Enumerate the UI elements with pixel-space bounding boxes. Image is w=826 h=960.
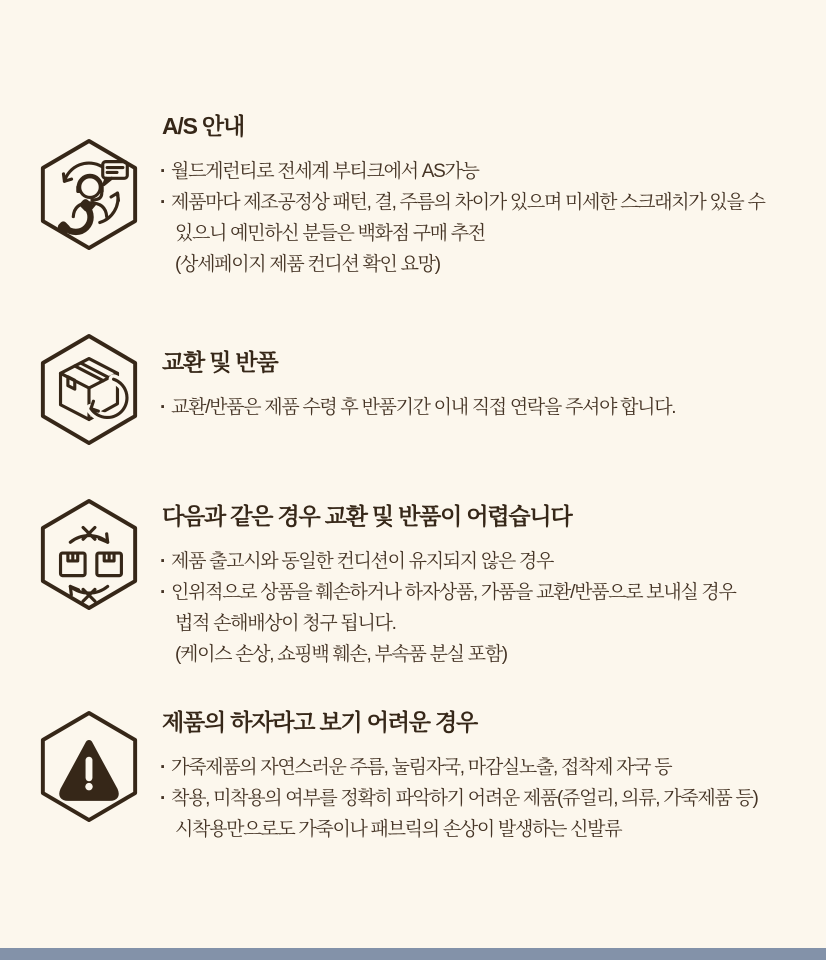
item-text: 월드게런티로 전세계 부티크에서 AS가능 <box>171 161 479 182</box>
list-item: · 인위적으로 상품을 훼손하거나 하자상품, 가품을 교환/반품으로 보내실 경우 법적 손해배상이 청구 됩니다. (케이스 손상, 쇼핑백 훼손, 부속품 분실 포함) <box>152 577 812 670</box>
no-exchange-boxes-icon <box>35 498 143 612</box>
item-text: 가죽제품의 자연스러운 주름, 눌림자국, 마감실노출, 접착제 자국 등 <box>171 757 672 778</box>
item-text: 착용, 미착용의 여부를 정확히 파악하기 어려운 제품(쥬얼리, 의류, 가죽제품 등) <box>171 788 758 809</box>
section-title: 교환 및 반품 <box>162 349 278 375</box>
list-item: · 월드게런티로 전세계 부티크에서 AS가능 <box>160 161 479 182</box>
list-item: · 제품 출고시와 동일한 컨디션이 유지되지 않은 경우 <box>160 551 554 572</box>
item-text: 시착용만으로도 가죽이나 패브릭의 손상이 발생하는 신발류 <box>175 819 622 840</box>
item-text: 제품 출고시와 동일한 컨디션이 유지되지 않은 경우 <box>171 551 554 572</box>
item-text: 법적 손해배상이 청구 됩니다. <box>175 613 396 634</box>
section-not-defect <box>152 706 812 845</box>
section-exchange-return <box>152 346 812 423</box>
section-as-guide <box>152 110 812 280</box>
section-exchange-difficult <box>152 500 812 670</box>
list-item: · 제품마다 제조공정상 패턴, 결, 주름의 차이가 있으며 미세한 스크래치가 있을 수 있으니 예민하신 분들은 백화점 구매 추전 (상세페이지 제품 컨디션 확인 요망) <box>152 187 812 280</box>
section-title: A/S 안내 <box>162 113 244 139</box>
warning-triangle-icon <box>35 710 143 824</box>
item-text: 교환/반품은 제품 수령 후 반품기간 이내 직접 연락을 주셔야 합니다. <box>171 397 676 418</box>
list-item: · 교환/반품은 제품 수령 후 반품기간 이내 직접 연락을 주셔야 합니다. <box>160 397 676 418</box>
item-text: 인위적으로 상품을 훼손하거나 하자상품, 가품을 교환/반품으로 보내실 경우 <box>171 582 736 603</box>
list-item: · 가죽제품의 자연스러운 주름, 눌림자국, 마감실노출, 접착제 자국 등 <box>160 757 672 778</box>
list-item: · 착용, 미착용의 여부를 정확히 파악하기 어려운 제품(쥬얼리, 의류, 가죽제품 등) 시착용만으로도 가죽이나 패브릭의 손상이 발생하는 신발류 <box>152 783 812 845</box>
item-text: 있으니 예민하신 분들은 백화점 구매 추전 <box>175 223 485 244</box>
return-box-icon <box>35 333 143 447</box>
item-text: (케이스 손상, 쇼핑백 훼손, 부속품 분실 포함) <box>175 644 507 665</box>
section-title: 제품의 하자라고 보기 어려운 경우 <box>162 709 478 735</box>
footer-divider-bar <box>0 948 826 960</box>
section-title: 다음과 같은 경우 교환 및 반품이 어렵습니다 <box>162 503 572 529</box>
customer-service-icon <box>35 138 143 252</box>
item-text: (상세페이지 제품 컨디션 확인 요망) <box>175 254 440 275</box>
item-text: 제품마다 제조공정상 패턴, 결, 주름의 차이가 있으며 미세한 스크래치가 있을 수 <box>171 192 765 213</box>
